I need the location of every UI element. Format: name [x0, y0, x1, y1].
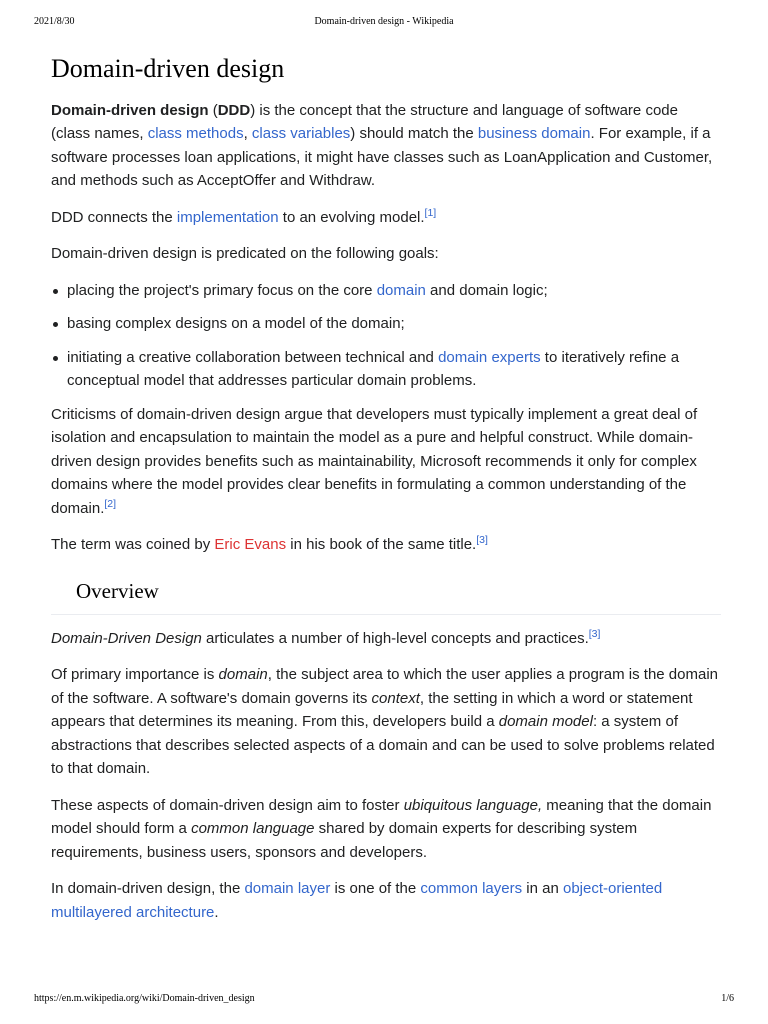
- overview-paragraph-3: These aspects of domain-driven design aim to foster ubiquitous language, meaning that the domain model should form a common language shared by domain experts for describing system requirements, business users, sponsors and developers.: [51, 796, 712, 861]
- print-date: 2021/8/30: [34, 16, 75, 27]
- overview-paragraph-4: In domain-driven design, the domain layer is one of the common layers in an object-oriented multilayered architecture.: [51, 880, 663, 921]
- link-common-layers[interactable]: common layers: [420, 880, 523, 898]
- intro-paragraph: Domain-driven design (DDD) is the concept that the structure and language of software code (class names, class methods, class variables) should match the business domain. For example, if a software processes loan applications, it might have classes such as LoanApplication and Customer, and methods such as AcceptOffer and Withdraw.: [51, 101, 713, 190]
- print-page-title: Domain-driven design - Wikipedia: [314, 16, 454, 27]
- overview-paragraph-2: Of primary importance is domain, the subject area to which the user applies a program is the domain of the software. A software's domain governs its context, the setting in which a word or statement appears that determines its meaning. From this, developers build a domain model: a system of abstractions that describes selected aspects of a domain and can be used to solve problems related to that domain.: [51, 666, 718, 778]
- reference-3[interactable]: [3]: [476, 534, 488, 547]
- link-domain-experts[interactable]: domain experts: [438, 348, 541, 366]
- link-eric-evans[interactable]: Eric Evans: [214, 536, 287, 554]
- bold-term: Domain-driven design: [51, 101, 209, 119]
- print-url: https://en.m.wikipedia.org/wiki/Domain-driven_design: [34, 993, 255, 1004]
- criticisms-paragraph: Criticisms of domain-driven design argue that developers must typically implement a great deal of isolation and encapsulation to maintain the model as a pure and helpful construct. While domain-driven design provides benefits such as maintainability, Microsoft recommends it only for complex domains where the model provides clear benefits in formulating a common understanding of the domain.[2]: [51, 405, 698, 517]
- abbreviation: DDD: [217, 101, 251, 119]
- ddd-connects-paragraph: DDD connects the implementation to an evolving model.[1]: [51, 206, 437, 226]
- list-item: basing complex designs on a model of the domain;: [67, 312, 721, 336]
- list-item: initiating a creative collaboration between technical and domain experts to iteratively refine a conceptual model that addresses particular domain problems.: [67, 346, 721, 393]
- link-domain[interactable]: domain: [376, 281, 426, 299]
- print-page-number: 1/6: [721, 993, 734, 1004]
- list-item: placing the project's primary focus on the core domain and domain logic;: [67, 279, 721, 303]
- reference-3[interactable]: [3]: [588, 627, 601, 640]
- link-business-domain[interactable]: business domain: [477, 125, 591, 143]
- goals-list: [51, 279, 721, 393]
- link-domain-layer[interactable]: domain layer: [244, 880, 331, 898]
- reference-1[interactable]: [1]: [424, 206, 437, 219]
- section-heading-overview: Overview: [51, 579, 721, 615]
- overview-paragraph-1: Domain-Driven Design articulates a number of high-level concepts and practices.[3]: [51, 627, 601, 647]
- reference-2[interactable]: [2]: [104, 497, 117, 510]
- goals-intro: Domain-driven design is predicated on the following goals:: [51, 245, 439, 263]
- link-implementation[interactable]: implementation: [176, 208, 279, 226]
- article-content: [51, 52, 721, 937]
- link-multilayered-architecture[interactable]: object-oriented multilayered architecture: [51, 880, 663, 921]
- page-title: Domain-driven design: [51, 54, 285, 83]
- link-class-variables[interactable]: class variables: [251, 125, 351, 143]
- term-coined-paragraph: The term was coined by Eric Evans in his book of the same title.[3]: [51, 534, 488, 554]
- link-class-methods[interactable]: class methods: [147, 125, 244, 143]
